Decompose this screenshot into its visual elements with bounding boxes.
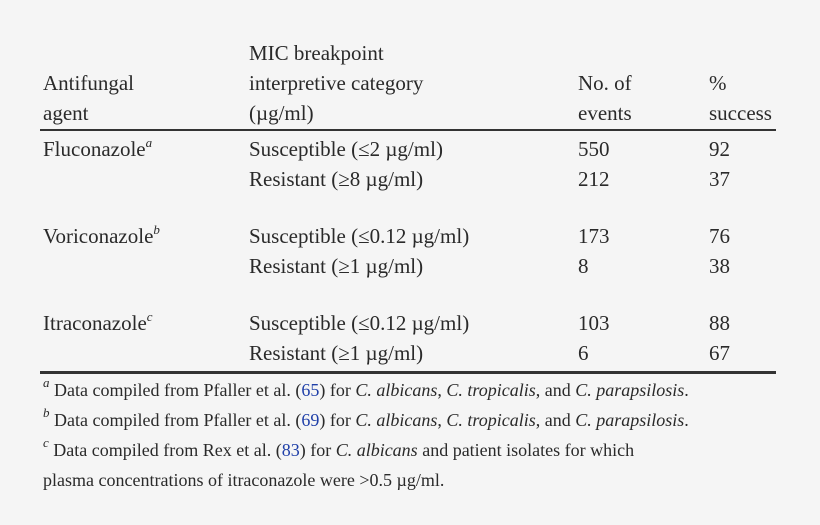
success-cell: 92 xyxy=(709,137,730,161)
header-agent-line1: Antifungal xyxy=(43,71,134,95)
table-row xyxy=(43,338,777,368)
events-cell: 8 xyxy=(578,254,589,278)
header-rule xyxy=(40,129,776,131)
footnote-c: $^c$ Data compiled from Rex et al. (83) for C. albicans and patient isolates for which xyxy=(43,435,635,460)
header-events-line2: events xyxy=(578,101,632,125)
agent-name: Fluconazole$^a$ xyxy=(43,135,153,161)
agent-name: Voriconazole$^b$ xyxy=(43,222,160,248)
header-success xyxy=(709,68,772,128)
header-events xyxy=(578,68,632,128)
success-cell: 88 xyxy=(709,311,730,335)
success-cell: 38 xyxy=(709,254,730,278)
events-cell: 6 xyxy=(578,341,589,365)
table-header xyxy=(43,36,777,128)
table-row xyxy=(43,251,777,281)
agent-name: Itraconazole$^c$ xyxy=(43,309,153,335)
header-agent xyxy=(43,68,134,128)
success-cell: 76 xyxy=(709,224,730,248)
success-cell: 67 xyxy=(709,341,730,365)
header-category-line3: (µg/ml) xyxy=(249,101,314,125)
events-cell: 550 xyxy=(578,137,610,161)
success-cell: 37 xyxy=(709,167,730,191)
category-cell: Susceptible (≤2 µg/ml) xyxy=(249,137,443,161)
header-success-line2: success xyxy=(709,101,772,125)
category-cell: Susceptible (≤0.12 µg/ml) xyxy=(249,224,470,248)
category-cell: Susceptible (≤0.12 µg/ml) xyxy=(249,311,470,335)
category-cell: Resistant (≥1 µg/ml) xyxy=(249,341,424,365)
table-row xyxy=(43,164,777,194)
footnote-c-continued: plasma concentrations of itraconazole were >0.5 µg/ml. xyxy=(43,470,445,490)
events-cell: 173 xyxy=(578,224,610,248)
reference-link[interactable]: 65 xyxy=(301,380,320,400)
events-cell: 212 xyxy=(578,167,610,191)
events-cell: 103 xyxy=(578,311,610,335)
footnote-mark: b xyxy=(153,222,160,237)
header-agent-line2: agent xyxy=(43,101,89,125)
footnote-mark: c xyxy=(146,309,153,324)
category-cell: Resistant (≥8 µg/ml) xyxy=(249,167,424,191)
reference-link[interactable]: 69 xyxy=(301,410,320,430)
footnote-mark: a xyxy=(145,135,153,150)
reference-link[interactable]: 83 xyxy=(281,440,300,460)
table-row xyxy=(43,308,777,338)
header-category xyxy=(249,38,423,128)
footnotes xyxy=(43,375,803,495)
header-category-line1: MIC breakpoint xyxy=(249,41,384,65)
category-cell: Resistant (≥1 µg/ml) xyxy=(249,254,424,278)
footnote-a: $^a$ Data compiled from Pfaller et al. (65) for C. albicans, C. tropicalis, and C. parapsilosis. xyxy=(43,375,689,400)
table-row xyxy=(43,221,777,251)
table-row xyxy=(43,134,777,164)
table-bottom-rule xyxy=(40,371,776,374)
header-events-line1: No. of xyxy=(578,71,632,95)
header-success-line1: % xyxy=(709,71,727,95)
footnote-b: $^b$ Data compiled from Pfaller et al. (69) for C. albicans, C. tropicalis, and C. parapsilosis. xyxy=(43,405,689,430)
header-category-line2: interpretive category xyxy=(249,71,424,95)
